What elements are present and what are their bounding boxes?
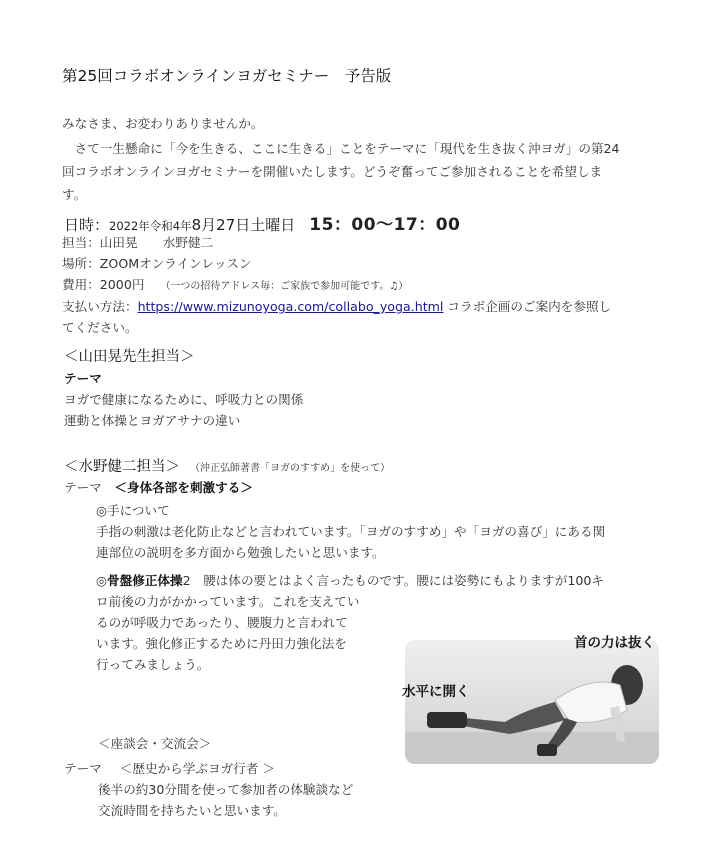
discussion-theme-line <box>64 759 275 779</box>
pelvis-line-4: います。強化修正するために丹田力強化法を <box>96 636 347 651</box>
yamada-theme-label: テーマ <box>64 371 102 386</box>
pelvis-line-2: ロ前後の力がかかっています。これを支えてい <box>96 594 360 609</box>
fee-note: （一つの招待アドレス毎：ご家族で参加可能です。♫） <box>160 281 409 292</box>
yamada-theme-line-1: ヨガで健康になるために、呼吸力との関係 <box>64 392 304 407</box>
payment-link[interactable]: https://www.mizunoyoga.com/collabo_yoga.html <box>137 299 444 314</box>
pelvis-line-1 <box>96 571 604 591</box>
schedule-date: 8月27日土曜日 <box>191 216 296 234</box>
schedule-line <box>64 210 460 235</box>
yoga-pose-illustration <box>405 640 659 764</box>
staff-line: 担当：山田晃 水野健二 <box>62 235 214 250</box>
mizuno-heading <box>64 455 390 476</box>
intro-line-3: す。 <box>62 187 87 202</box>
schedule-label: 日時： <box>64 216 110 234</box>
payment-line-2: てください。 <box>62 320 138 335</box>
intro-line-2: 回コラボオンラインヨガセミナーを開催いたします。どうぞ奮ってご参加されることを希望しま <box>62 164 603 179</box>
payment-label: 支払い方法： <box>62 299 138 314</box>
schedule-time: 15：00〜17：00 <box>309 215 461 235</box>
hands-title: ◎手について <box>96 503 170 518</box>
greeting: みなさま、お変わりありませんか。 <box>62 116 264 131</box>
fee-amount: 費用：2000円 <box>62 277 145 292</box>
discussion-theme: ＜歴史から学ぶヨガ行者 ＞ <box>119 761 275 776</box>
schedule-year: 2022年令和4年 <box>109 219 192 233</box>
discussion-theme-label: テーマ <box>64 761 102 776</box>
yoga-pose-photo <box>405 640 659 764</box>
mizuno-theme: ＜身体各部を刺激する＞ <box>114 480 253 495</box>
photo-caption-horizontal: 水平に開く <box>402 684 470 700</box>
pelvis-prefix: ◎ <box>96 573 107 588</box>
yamada-theme-line-2: 運動と体操とヨガアサナの違い <box>64 413 241 428</box>
photo-caption-neck: 首の力は抜く <box>574 635 655 651</box>
payment-line <box>62 297 611 317</box>
discussion-line-1: 後半の約30分間を使って参加者の体験談など <box>98 782 354 797</box>
pelvis-line-5: 行ってみましょう。 <box>96 657 210 672</box>
pelvis-rest: 2 腰は体の要とはよく言ったものです。腰には姿勢にもよりますが100キ <box>182 573 605 588</box>
mizuno-heading-title: ＜水野健二担当＞ <box>64 459 180 475</box>
pelvis-line-3: るのが呼吸力であったり、腰腹力と言われて <box>96 615 348 630</box>
discussion-title: ＜座談会・交流会＞ <box>98 736 212 751</box>
yamada-heading: ＜山田晃先生担当＞ <box>64 349 195 365</box>
hands-line-2: 連部位の説明を多方面から勉強したいと思います。 <box>96 545 385 560</box>
fee-line <box>62 275 408 297</box>
payment-suffix: コラボ企画のご案内を参照し <box>443 299 612 314</box>
mizuno-theme-line <box>64 478 253 498</box>
mizuno-theme-label: テーマ <box>64 480 115 495</box>
discussion-line-2: 交流時間を持ちたいと思います。 <box>98 803 286 818</box>
intro-line-1: さて一生懸命に「今を生きる、ここに生きる」ことをテーマに「現代を生き抜く沖ヨガ」の第24 <box>62 141 620 156</box>
pelvis-title: 骨盤修正体操 <box>107 573 183 588</box>
venue-line: 場所：ZOOMオンラインレッスン <box>62 256 252 271</box>
mizuno-heading-note: （沖正弘師著書「ヨガのすすめ」を使って） <box>190 463 391 474</box>
hands-line-1: 手指の刺激は老化防止などと言われています。「ヨガのすすめ」や「ヨガの喜び」にある関 <box>96 524 606 539</box>
page-title: 第25回コラボオンラインヨガセミナー 予告版 <box>62 67 392 85</box>
